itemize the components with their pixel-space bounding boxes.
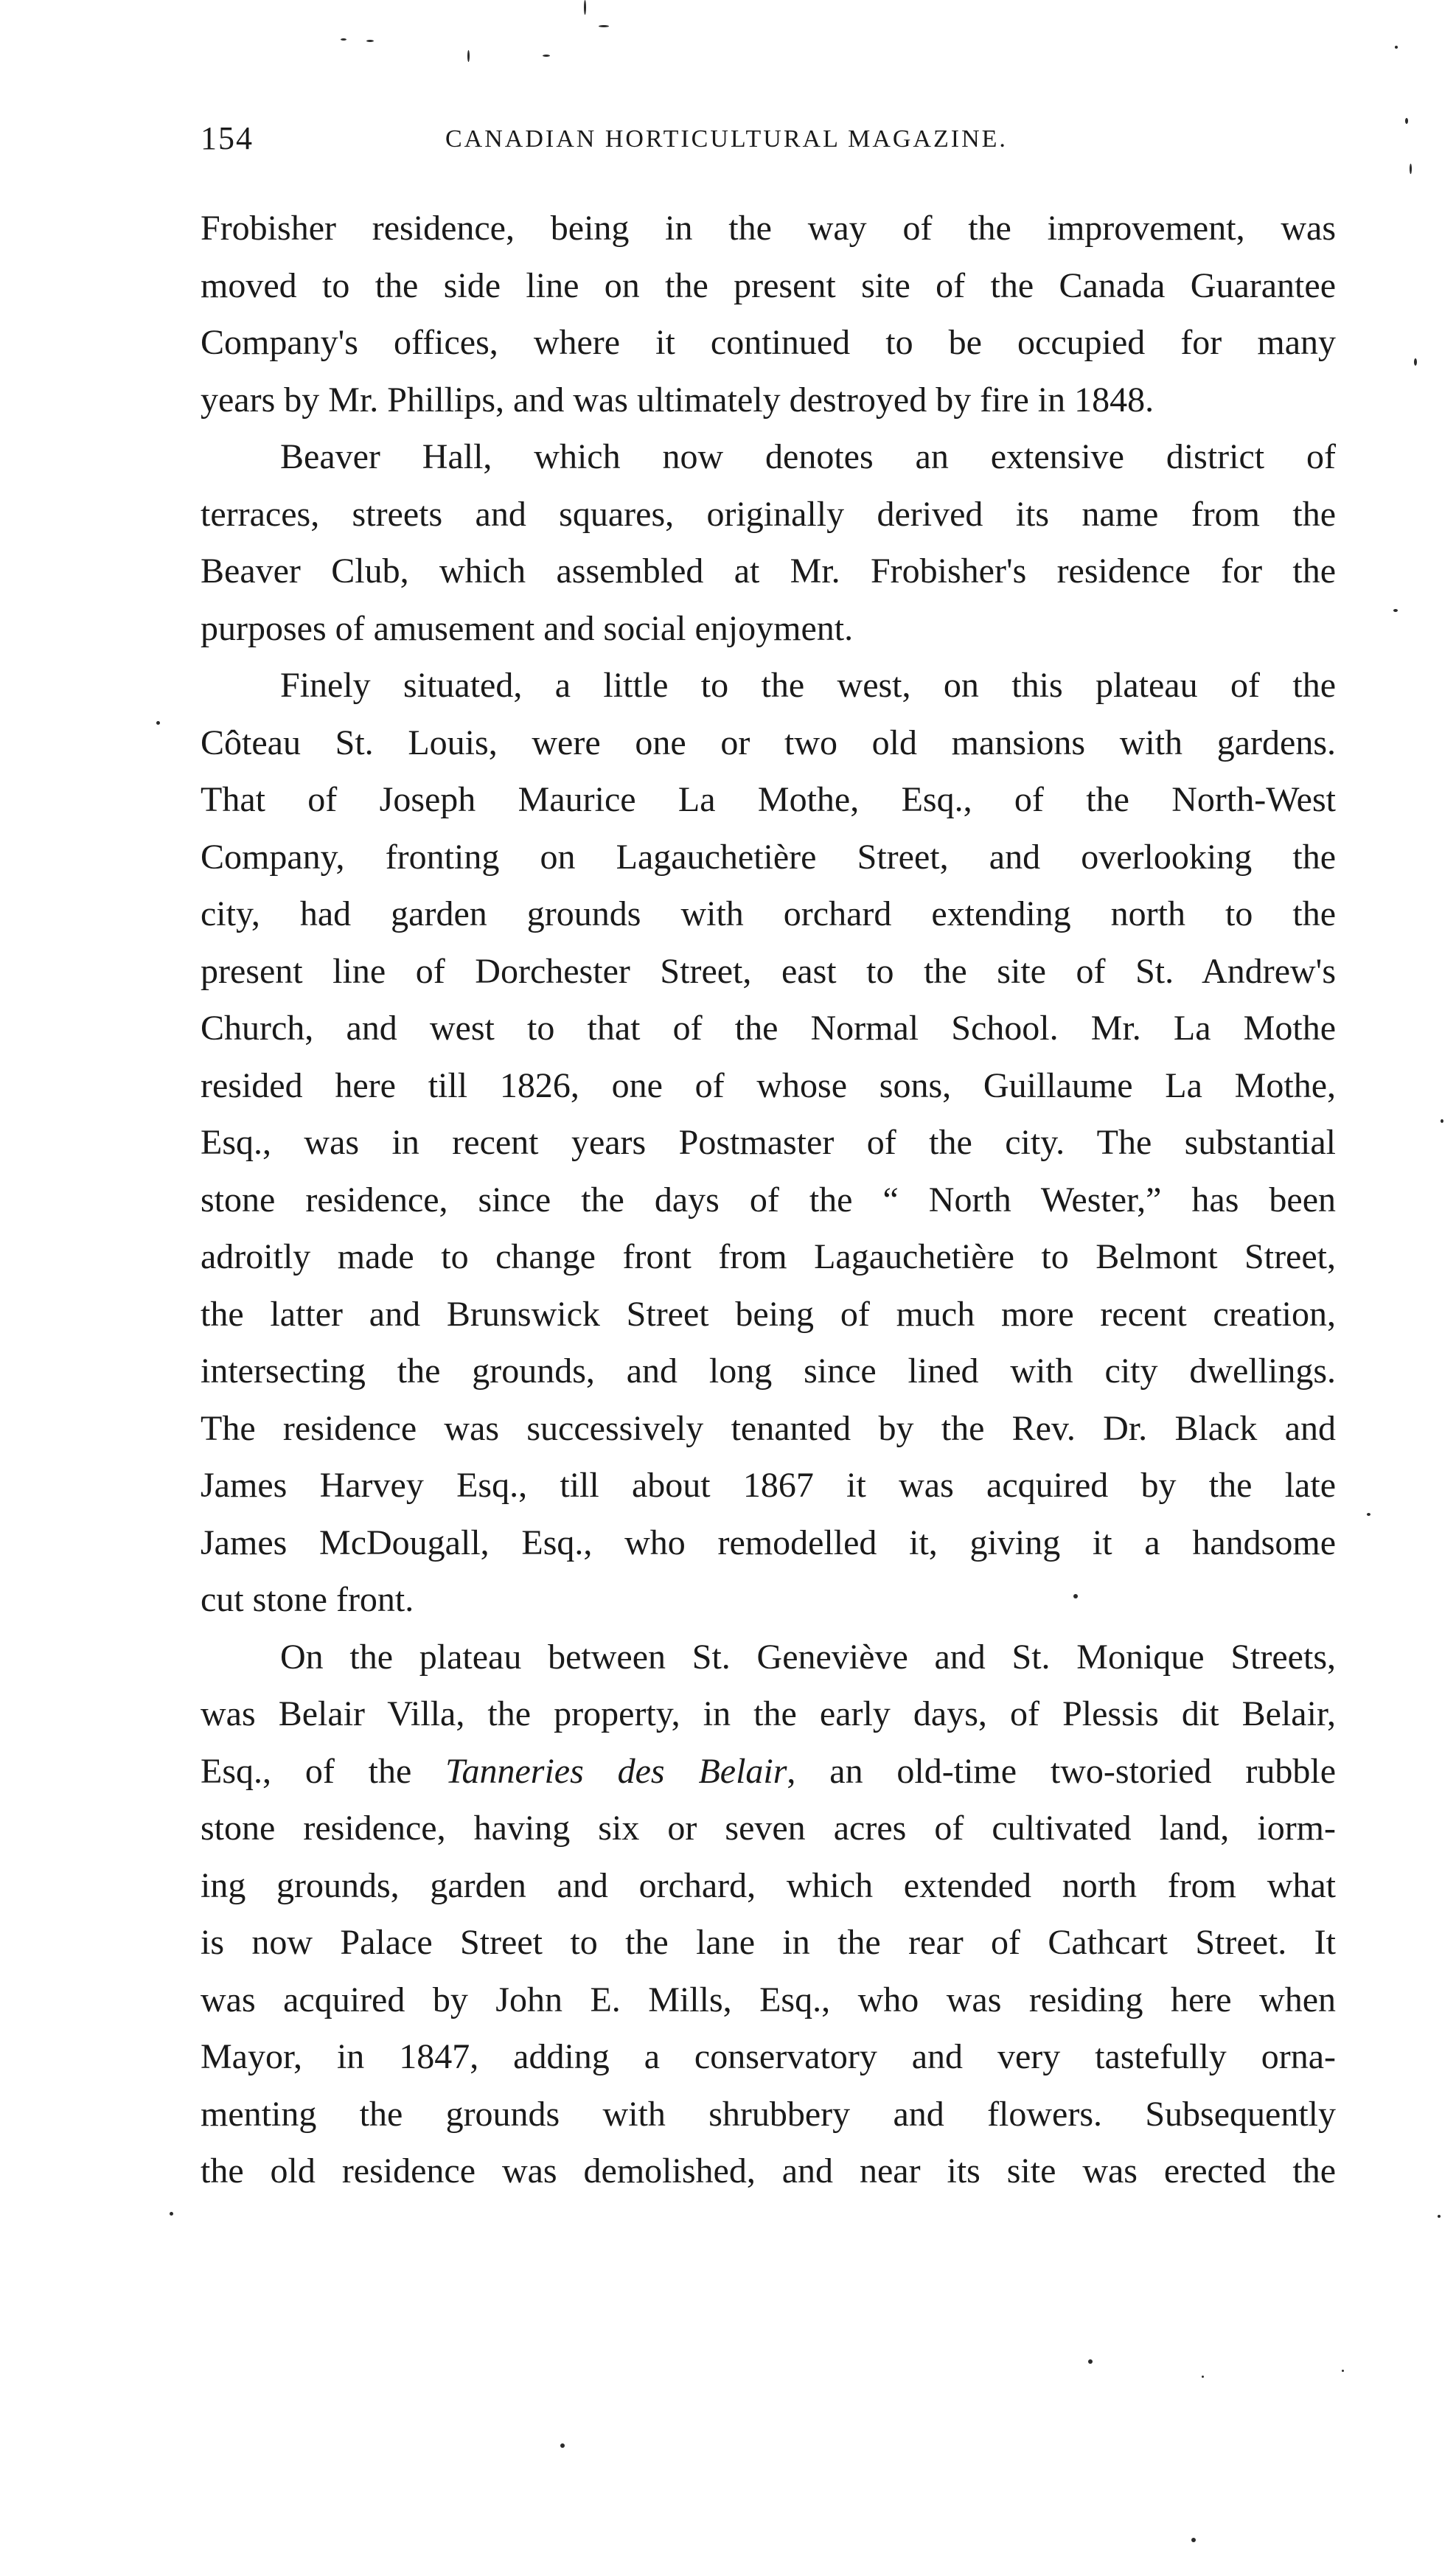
italic-title: Tanneries des Belair (445, 1751, 787, 1791)
scan-speck (1073, 1594, 1078, 1598)
text-line: is now Palace Street to the lane in the rear of Cathcart Street. It (201, 1923, 1336, 1962)
scan-speck (599, 25, 609, 27)
text-line: adroitly made to change front from Lagauchetière to Belmont Street, (201, 1237, 1336, 1276)
text-line: menting the grounds with shrubbery and flowers. Subsequently (201, 2094, 1336, 2134)
text-line: stone residence, having six or seven acres of cultivated land, iorm- (201, 1809, 1336, 1848)
text-line: Company's offices, where it continued to be occupied for many (201, 323, 1336, 362)
scan-speck (584, 0, 586, 15)
text-line: the latter and Brunswick Street being of much more recent creation, (201, 1294, 1336, 1334)
text-line: years by Mr. Phillips, and was ultimately destroyed by fire in 1848. (201, 380, 1154, 420)
text-line: Beaver Hall, which now denotes an extensive district of (280, 437, 1336, 476)
text-line-with-italic (201, 1743, 1336, 1800)
text-line: That of Joseph Maurice La Mothe, Esq., of the North-West (201, 780, 1336, 819)
running-title: CANADIAN HORTICULTURAL MAGAZINE. (445, 125, 1008, 153)
scan-speck (1088, 2359, 1093, 2364)
text-line: The residence was successively tenanted by the Rev. Dr. Black and (201, 1408, 1336, 1448)
scan-speck (1405, 118, 1408, 124)
scan-speck (341, 38, 346, 41)
text-line: was acquired by John E. Mills, Esq., who was residing here when (201, 1980, 1336, 2019)
text-fragment: , an old-time two-storied rubble (787, 1751, 1336, 1791)
scan-speck (1438, 2215, 1441, 2218)
text-line: moved to the side line on the present site of the Canada Guarantee (201, 265, 1336, 305)
paragraph-4 (201, 1629, 1336, 2200)
scan-speck (1414, 358, 1417, 366)
text-line: James McDougall, Esq., who remodelled it, giving it a handsome (201, 1523, 1336, 1562)
scan-speck (467, 50, 470, 62)
paragraph-2 (201, 428, 1336, 657)
body-text (201, 200, 1336, 2200)
scan-speck (1367, 1513, 1370, 1516)
text-fragment: Esq., of the (201, 1751, 446, 1791)
scan-speck (1342, 2370, 1344, 2372)
page-number: 154 (201, 120, 254, 156)
scan-speck (543, 55, 550, 57)
scan-speck (1395, 46, 1398, 49)
text-line: Frobisher residence, being in the way of the improvement, was (201, 209, 1336, 248)
scan-speck (156, 721, 160, 725)
text-line: ing grounds, garden and orchard, which extended north from what (201, 1865, 1336, 1905)
text-line: the old residence was demolished, and near its site was erected the (201, 2151, 1336, 2191)
scan-speck (1393, 609, 1398, 612)
scan-speck (560, 2443, 565, 2448)
scan-speck (1441, 1119, 1443, 1123)
text-line: city, had garden grounds with orchard extending north to the (201, 894, 1336, 933)
text-line: intersecting the grounds, and long since lined with city dwellings. (201, 1351, 1336, 1391)
text-line: Company, fronting on Lagauchetière Street, and overlooking the (201, 837, 1336, 877)
text-line: On the plateau between St. Geneviève and St. Monique Streets, (280, 1637, 1336, 1677)
text-line: was Belair Villa, the property, in the early days, of Plessis dit Belair, (201, 1694, 1336, 1733)
text-line: Esq., was in recent years Postmaster of the city. The substantial (201, 1123, 1336, 1162)
text-line: Church, and west to that of the Normal School. Mr. La Mothe (201, 1009, 1336, 1048)
text-line: cut stone front. (201, 1580, 414, 1619)
text-line: Côteau St. Louis, were one or two old mansions with gardens. (201, 723, 1336, 762)
text-line: James Harvey Esq., till about 1867 it was acquired by the late (201, 1466, 1336, 1505)
scan-speck (170, 2212, 173, 2216)
paragraph-3 (201, 657, 1336, 1629)
scan-speck (1191, 2538, 1196, 2542)
scan-speck (366, 40, 374, 42)
text-line: present line of Dorchester Street, east to the site of St. Andrew's (201, 951, 1336, 991)
text-line: Finely situated, a little to the west, on this plateau of the (280, 666, 1336, 705)
paragraph-1 (201, 200, 1336, 428)
scan-speck (1410, 164, 1412, 174)
text-line: resided here till 1826, one of whose sons, Guillaume La Mothe, (201, 1065, 1336, 1105)
text-line: purposes of amusement and social enjoyment. (201, 608, 854, 648)
text-line: Mayor, in 1847, adding a conservatory and very tastefully orna- (201, 2037, 1336, 2076)
text-line: Beaver Club, which assembled at Mr. Frobisher's residence for the (201, 551, 1336, 591)
scan-speck (1202, 2376, 1204, 2378)
text-line: terraces, streets and squares, originally derived its name from the (201, 494, 1336, 534)
page-header (201, 111, 1336, 170)
text-line: stone residence, since the days of the “ North Wester,” has been (201, 1180, 1336, 1219)
